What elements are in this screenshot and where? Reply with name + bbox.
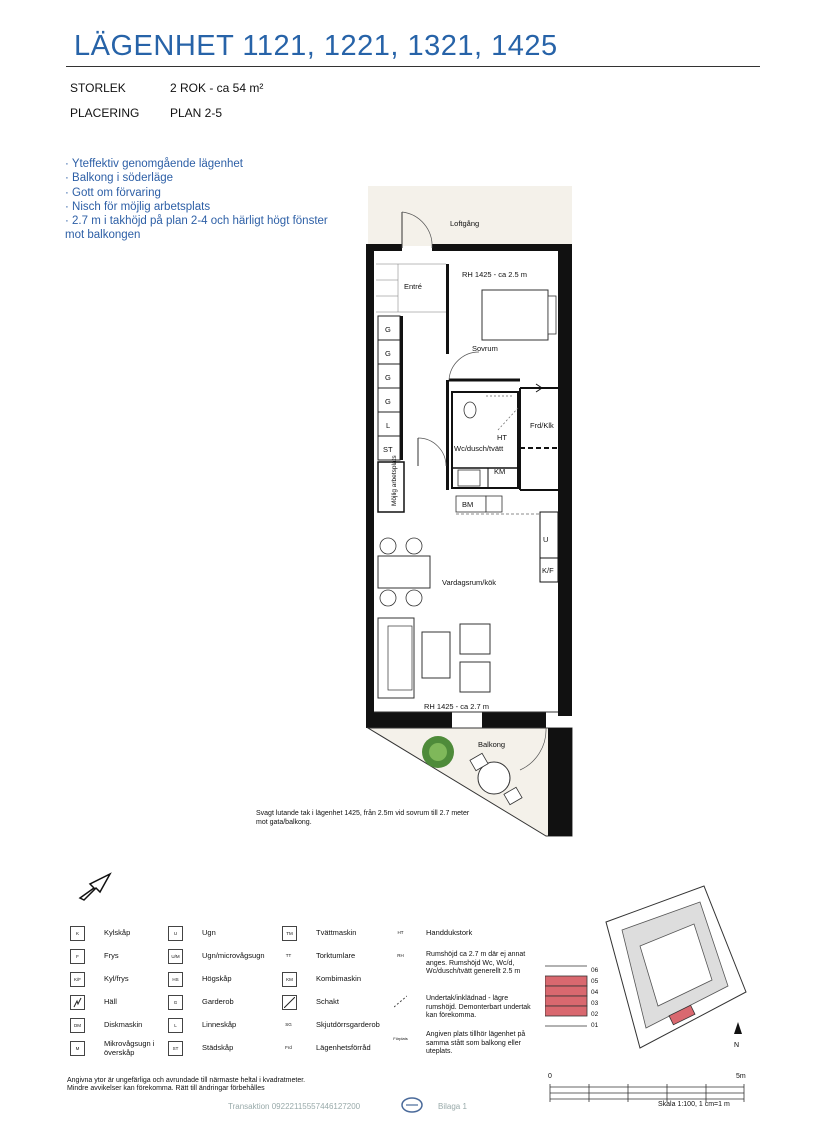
legend-label: Kylskåp [104, 928, 131, 937]
scale-label: Skala 1:100, 1 cm=1 m [658, 1101, 730, 1108]
legend-label: Ugn [202, 928, 216, 937]
label-rh-top: RH 1425 - ca 2.5 m [462, 270, 528, 279]
label-km: KM [494, 467, 506, 476]
feature-item: mot balkongen [65, 229, 141, 242]
size-value: 2 ROK - ca 54 m² [170, 81, 264, 95]
legend-code: TM [282, 926, 297, 941]
placement-value: PLAN 2-5 [170, 106, 223, 120]
label-balkong: Balkong [478, 740, 506, 749]
label-loftgang: Loftgång [450, 219, 480, 228]
floor-label: 06 [591, 967, 599, 974]
legend-label: Ugn/microvågsugn [202, 951, 265, 960]
legend-label: Tvättmaskin [316, 928, 357, 937]
sink [458, 470, 480, 486]
floor-label: 03 [591, 1000, 599, 1007]
signing-logo-icon [400, 1096, 424, 1114]
loftgang-area [368, 186, 572, 246]
legend [70, 922, 600, 1062]
legend-label: Kombimaskin [316, 974, 362, 983]
legend-label: Kyl/frys [104, 974, 129, 983]
legend-code: HS [168, 972, 183, 987]
scale-start: 0 [548, 1073, 552, 1080]
floor-label: 05 [591, 978, 599, 985]
wall-top-left [366, 244, 402, 251]
toilet [464, 402, 476, 418]
label-sovrum: Sovrum [472, 344, 498, 353]
feature-item: · Balkong i söderläge [65, 172, 174, 185]
floor-label: 02 [591, 1011, 599, 1018]
label-u: U [543, 535, 549, 544]
legend-code: DM [70, 1018, 85, 1033]
legend-code: U/M [168, 949, 183, 964]
legend-label: Angiven plats tillhör lägenhet på samma stått som balkong eller uteplats. [426, 1031, 526, 1055]
label-frd-klk: Frd/Klk [530, 421, 554, 430]
armchair [460, 624, 490, 654]
wall-left [366, 246, 374, 716]
disclaimer: Angivna ytor är ungefärliga och avrundade till närmaste heltal i kvadratmeter. Mindre avvikelser kan förekomma. Rätt till ändringar förbehålles [67, 1077, 306, 1092]
legend-label: Mikrovågsugn i överskåp [104, 1039, 155, 1057]
armchair [460, 662, 490, 692]
label-closet: G [385, 325, 391, 334]
legend-label: Lägenhetsförråd [316, 1043, 371, 1052]
legend-code: SG [285, 1022, 292, 1027]
legend-code: KM [282, 972, 297, 987]
legend-code: L [168, 1018, 183, 1033]
legend-label: Frys [104, 951, 119, 960]
wall-bedroom-left [446, 264, 449, 354]
legend-label: Skjutdörrsgarderob [316, 1020, 380, 1029]
floor-indicator [545, 964, 605, 1036]
legend-label: Städskåp [202, 1043, 234, 1052]
legend-label: Torktumlare [316, 951, 356, 960]
transaction-id: Transaktion 09222115557446127200 [228, 1102, 361, 1111]
label-mojlig: Möjlig arbetsplats [391, 455, 398, 506]
bilaga-label: Bilaga 1 [438, 1102, 467, 1111]
label-wc: Wc/dusch/tvätt [454, 444, 504, 453]
floor-label: 04 [591, 989, 599, 996]
label-closet: G [385, 373, 391, 382]
coffee-table [422, 632, 450, 678]
legend-label: Undertak/inkl​ädnad - lägre rumshöjd. Demonterbart undertak kan förekomma. [426, 995, 531, 1019]
legend-code: K/F [70, 972, 85, 987]
direction-arrow-icon [74, 868, 120, 904]
wall-bottom-left [366, 712, 452, 728]
page-title: LÄGENHET 1121, 1221, 1321, 1425 [74, 30, 558, 62]
feature-item: · Nisch för möjlig arbetsplats [65, 200, 211, 213]
legend-label: Linneskåp [202, 1020, 237, 1029]
shaft-icon [282, 995, 297, 1010]
legend-label: Garderob [202, 997, 234, 1006]
wall-right [558, 246, 572, 716]
dining-table [378, 556, 430, 588]
bedroom-door-swing [449, 352, 479, 380]
legend-code: G [168, 995, 183, 1010]
legend-code: M [70, 1041, 85, 1056]
site-plan [600, 882, 760, 1058]
floor-label: 01 [591, 1022, 599, 1029]
dropped-ceiling-icon [394, 995, 407, 1008]
feature-item: · Yteffektiv genomgående lägenhet [65, 158, 243, 170]
legend-code: F [70, 949, 85, 964]
legend-code: K [70, 926, 85, 941]
balcony-wall [548, 728, 572, 836]
legend-label: Häll [104, 997, 117, 1006]
legend-code: HT [397, 930, 404, 935]
legend-label: Schakt [316, 997, 339, 1006]
label-vardagsrum: Vardagsrum/kök [442, 578, 497, 587]
bed [482, 290, 548, 340]
label-entre: Entré [404, 282, 422, 291]
plant [422, 736, 454, 768]
label-bm: BM [462, 500, 474, 509]
compass-label: N [734, 1042, 740, 1049]
scale-end: 5m [736, 1073, 746, 1080]
feature-item: · 2.7 m i takhöjd på plan 2-4 och härligt högt fönster [65, 215, 328, 228]
legend-label: Rumshöjd ca 2.7 m där ej annat anges. Rumshöjd Wc, Wc/d, Wc/dusch/tvätt generellt 2.5 m [426, 951, 526, 975]
legend-label: Högskåp [202, 974, 232, 983]
label-rh-bottom: RH 1425 - ca 2.7 m [424, 702, 490, 711]
wall-bottom-right [482, 712, 546, 728]
legend-code: TT [285, 953, 292, 958]
legend-code: Frd [285, 1045, 292, 1050]
label-kf: K/F [542, 566, 554, 575]
label-ht: HT [497, 433, 507, 442]
feature-item: · Gott om förvaring [65, 186, 161, 199]
legend-code: ST [168, 1041, 183, 1056]
legend-label: Handdukstork [426, 928, 473, 937]
label-closet: ST [383, 445, 393, 454]
wall-top-right [432, 244, 572, 251]
legend-code: RH [397, 953, 404, 958]
size-key: STORLEK [70, 81, 126, 95]
label-closet: G [385, 397, 391, 406]
hob-icon [70, 995, 85, 1010]
placement-key: PLACERING [70, 106, 140, 120]
north-arrow-icon [734, 1022, 742, 1034]
legend-label: Diskmaskin [104, 1020, 143, 1029]
slope-note: Svagt lutande tak i lägenhet 1425, från 2.5m vid sovrum till 2.7 meter mot gata/balkong. [256, 810, 470, 826]
scale-bar [544, 1070, 754, 1110]
label-closet: G [385, 349, 391, 358]
label-closet: L [386, 421, 391, 430]
legend-code: U [168, 926, 183, 941]
legend-code: Förplats [393, 1036, 408, 1041]
